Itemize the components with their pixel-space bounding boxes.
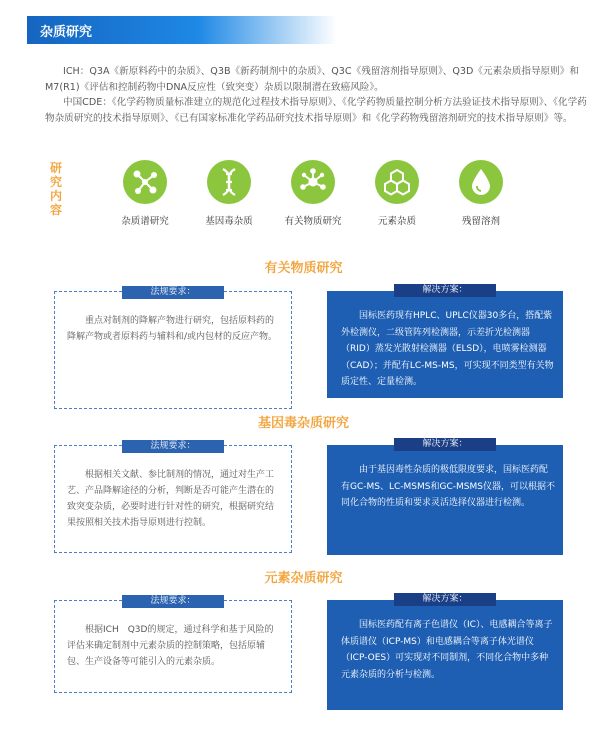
research-icons-row	[105, 160, 585, 240]
research-item-elemental	[357, 160, 437, 227]
research-item-label: 基因毒杂质	[205, 216, 253, 227]
section-title-genotoxic: 基因毒杂质研究	[257, 416, 349, 431]
research-content-label: 研究内容	[50, 161, 63, 217]
section-header-bar	[27, 16, 337, 44]
solution-box	[327, 594, 563, 710]
solution-box	[327, 285, 563, 398]
regulation-box	[54, 596, 292, 693]
solution-tag: 解决方案：	[394, 438, 496, 451]
research-item-related-substances	[273, 160, 353, 227]
dna-icon	[207, 160, 251, 204]
research-item-label: 杂质谱研究	[121, 216, 169, 227]
intro-block	[45, 64, 590, 126]
research-item-residual-solvents	[441, 160, 521, 227]
regulation-text: 重点对制剂的降解产物进行研究，包括原料药的降解产物或者原料药与辅料和/或内包材的反应产物。	[67, 316, 278, 342]
regulation-tag: 法规要求：	[122, 440, 224, 453]
solution-tag: 解决方案：	[394, 593, 496, 606]
research-item-label: 元素杂质	[377, 216, 416, 227]
regulation-box	[54, 441, 292, 553]
molecule-cluster-icon	[291, 160, 335, 204]
solution-tag: 解决方案：	[394, 284, 496, 297]
regulation-tag: 法规要求：	[122, 595, 224, 608]
research-item-label: 有关物质研究	[284, 216, 342, 227]
section-title-related-substances: 有关物质研究	[264, 261, 343, 276]
solution-text: 国标医药配有离子色谱仪（IC）、电感耦合等离子体质谱仪（ICP-MS）和电感耦合等离子体光谱仪（ICP-OES）可实现对不同制剂，不同化合物中多种元素杂质的分析与检测。	[341, 620, 553, 680]
solution-text: 由于基因毒性杂质的极低限度要求，国标医药配有GC-MS、LC-MSMS和GC-MSMS仪器，可以根据不同化合物的性质和要求灵活选择仪器进行检测。	[341, 465, 555, 508]
hexagon-structure-icon	[375, 160, 419, 204]
research-item-impurity-profile	[105, 160, 185, 227]
droplet-icon	[459, 160, 503, 204]
solution-box	[327, 439, 563, 555]
page-title: 杂质研究	[40, 25, 93, 40]
regulation-tag: 法规要求：	[122, 286, 224, 299]
research-item-label: 残留溶剂	[461, 216, 500, 227]
regulation-text: 根据相关文献、参比制剂的情况，通过对生产工艺、产品降解途径的分析，判断是否可能产生潜在的致突变杂质，必要时进行针对性的研究，根据研究结果按照相关技术指导原则进行控制。	[67, 470, 275, 528]
section-title-elemental: 元素杂质研究	[264, 571, 343, 586]
research-item-genotoxic	[189, 160, 269, 227]
solution-text: 国标医药现有HPLC、UPLC仪器30多台，搭配紫外检测仪，二级管阵列检测器，示差折光检测器（RID）蒸发光散射检测器（ELSD），电喷雾检测器（CAD）；并配有LC-MS-MS，可实现不同类型有关物质定性、定量检测。	[341, 311, 554, 387]
intro-ich: ICH：Q3A《新原料药中的杂质》、Q3B《新药制剂中的杂质》、Q3C《残留溶剂指导原则》、Q3D《元素杂质指导原则》和M7(R1)《评估和控制药物中DNA反应性（致突变）杂质以限制潜在致癌风险》。	[45, 66, 579, 93]
molecule-network-icon	[123, 160, 167, 204]
regulation-text: 根据ICH Q3D的规定，通过科学和基于风险的评估来确定制剂中元素杂质的控制策略，包括原辅包、生产设备等可能引入的元素杂质。	[67, 625, 274, 667]
regulation-box	[54, 287, 292, 409]
intro-cde: 中国CDE：《化学药物质量标准建立的规范化过程技术指导原则》、《化学药物质量控制分析方法验证技术指导原则》、《化学药物杂质研究的技术指导原则》、《已有国家标准化学药品研究技术指导原则》和《化学药物残留溶剂研究的技术指导原则》等。	[45, 97, 587, 124]
